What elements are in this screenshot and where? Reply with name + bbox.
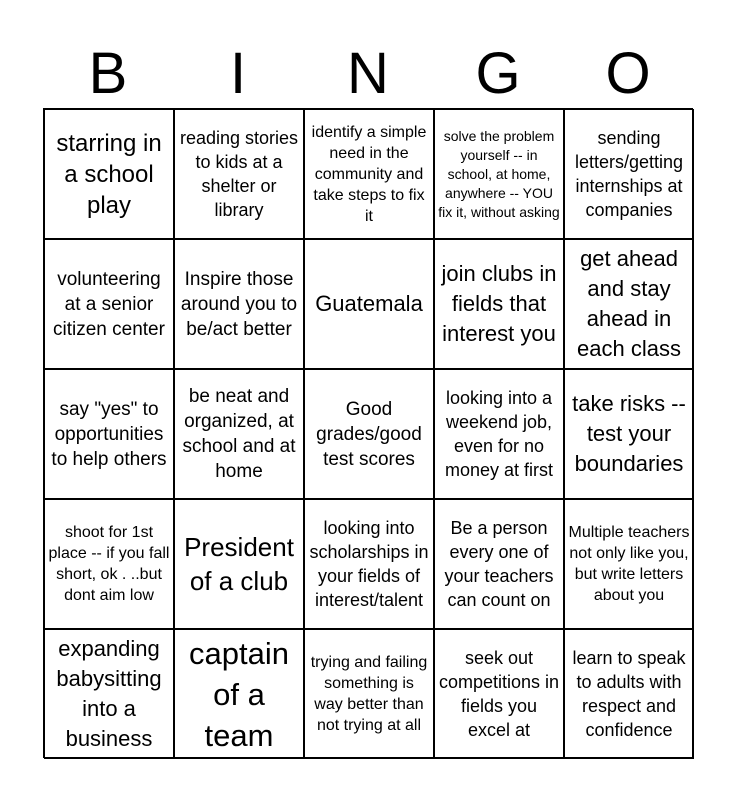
cell-text: get ahead and stay ahead in each class: [577, 246, 681, 361]
header-letter-o: O: [605, 41, 651, 106]
bingo-cell: [304, 109, 434, 239]
cell-text: join clubs in fields that interest you: [441, 261, 557, 346]
bingo-cell: [564, 109, 694, 239]
cell-text: Good grades/good test scores: [316, 398, 422, 470]
cell-text: say "yes" to opportunities to help others: [51, 398, 167, 470]
cell-text: starring in a school play: [56, 129, 162, 219]
bingo-header: [43, 40, 693, 108]
cell-text: seek out competitions in fields you excel at: [438, 648, 560, 740]
bingo-cell: [434, 109, 564, 239]
cell-text: sending letters/getting internships at companies: [574, 128, 684, 220]
cell-text: Inspire those around you to be/act better: [180, 268, 298, 340]
cell-text: captain of a team: [189, 635, 289, 753]
bingo-cell: [564, 369, 694, 499]
bingo-cell: [304, 499, 434, 629]
cell-text: Multiple teachers not only like you, but write letters about you: [568, 524, 690, 604]
bingo-cell: [304, 239, 434, 369]
cell-text: volunteering at a senior citizen center: [53, 268, 165, 340]
bingo-cell: [564, 499, 694, 629]
bingo-cell: [174, 369, 304, 499]
cell-text: identify a simple need in the community and take steps to fix it: [311, 123, 427, 225]
bingo-cell: [44, 239, 174, 369]
cell-text: reading stories to kids at a shelter or library: [179, 128, 299, 220]
bingo-cell: [44, 499, 174, 629]
cell-text: Be a person every one of your teachers can count on: [444, 518, 554, 610]
bingo-cell: [304, 629, 434, 759]
bingo-cell: [174, 239, 304, 369]
cell-text: looking into scholarships in your fields of interest/talent: [309, 518, 429, 610]
header-letter-i: I: [229, 41, 247, 106]
cell-text: shoot for 1st place -- if you fall short, ok . ..but dont aim low: [48, 524, 170, 604]
cell-text: looking into a weekend job, even for no money at first: [444, 388, 554, 480]
header-letter-n: N: [347, 41, 389, 106]
header-letter-b: B: [88, 41, 128, 106]
cell-text: Guatemala: [315, 291, 423, 316]
cell-text: be neat and organized, at school and at home: [182, 386, 296, 482]
bingo-cell: [174, 499, 304, 629]
bingo-cell: [434, 499, 564, 629]
bingo-cell: [174, 109, 304, 239]
bingo-cell: [564, 629, 694, 759]
cell-text: expanding babysitting into a business: [56, 636, 162, 751]
cell-text: trying and failing something is way better than not trying at all: [310, 654, 428, 734]
bingo-cell: [44, 109, 174, 239]
bingo-card-grid: [43, 108, 693, 758]
bingo-cell: [304, 369, 434, 499]
bingo-cell: [44, 369, 174, 499]
cell-text: learn to speak to adults with respect and confidence: [572, 648, 686, 740]
bingo-cell: [434, 629, 564, 759]
cell-text: President of a club: [184, 532, 294, 596]
cell-text: solve the problem yourself -- in school, at home, anywhere -- YOU fix it, without asking: [438, 127, 560, 220]
bingo-cell: [44, 629, 174, 759]
bingo-cell: [434, 239, 564, 369]
bingo-cell: [174, 629, 304, 759]
cell-text: take risks -- test your boundaries: [572, 391, 686, 476]
bingo-cell: [564, 239, 694, 369]
header-letter-g: G: [475, 41, 521, 106]
bingo-cell: [434, 369, 564, 499]
